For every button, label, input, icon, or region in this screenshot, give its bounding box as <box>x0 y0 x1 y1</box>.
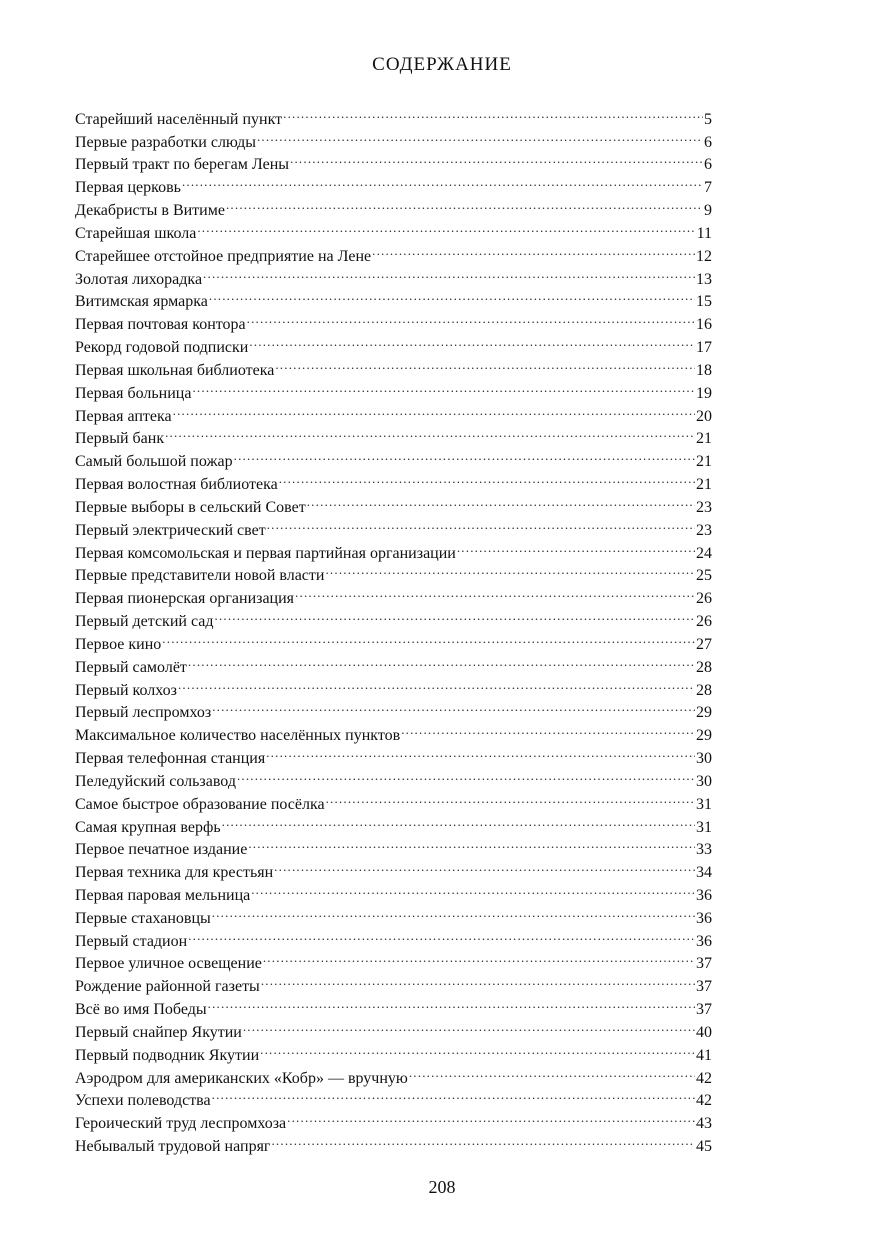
toc-entry <box>75 101 712 128</box>
dot-leader <box>260 1037 695 1060</box>
toc-entry-title: Первые стахановцы <box>75 909 211 927</box>
dot-leader <box>173 398 695 421</box>
toc-entry-title: Старейшая школа <box>75 224 197 242</box>
toc-entry-title: Первая больница <box>75 384 192 402</box>
dot-leader <box>178 672 695 695</box>
toc-entry <box>75 421 712 448</box>
toc-entry-page: 23 <box>696 521 712 539</box>
toc-entry-page: 33 <box>696 841 712 859</box>
dot-leader <box>295 580 695 603</box>
toc-entry-page: 31 <box>696 795 712 813</box>
dot-leader <box>266 740 695 763</box>
dot-leader <box>409 1060 695 1083</box>
dot-leader <box>188 649 695 672</box>
toc-entry-title: Пеледуйский сользавод <box>75 772 236 790</box>
dot-leader <box>263 946 695 969</box>
toc-entry-page: 26 <box>696 590 712 608</box>
toc-entry-title: Первые разработки слюды <box>75 133 256 151</box>
dot-leader <box>274 854 695 877</box>
toc-entry-page: 15 <box>696 293 712 311</box>
dot-leader <box>182 169 703 192</box>
toc-entry-page: 37 <box>696 955 712 973</box>
toc-entry <box>75 626 712 653</box>
toc-entry-title: Первая школьная библиотека <box>75 361 275 379</box>
toc-entry-title: Первая телефонная станция <box>75 750 266 768</box>
toc-entry-page: 9 <box>704 202 712 220</box>
toc-entry-title: Героический труд леспромхоза <box>75 1115 287 1133</box>
toc-entry-title: Старейшее отстойное предприятие на Лене <box>75 247 372 265</box>
page-title: СОДЕРЖАНИЕ <box>372 54 512 75</box>
toc-entry-title: Первый снайпер Якутии <box>75 1023 242 1041</box>
dot-leader <box>212 1083 695 1106</box>
toc-entry-page: 36 <box>696 932 712 950</box>
dot-leader <box>401 717 695 740</box>
toc-entry-page: 30 <box>696 772 712 790</box>
dot-leader <box>212 900 695 923</box>
toc-entry-page: 37 <box>696 978 712 996</box>
dot-leader <box>267 512 695 535</box>
toc-entry-title: Небывалый трудовой напряг <box>75 1138 271 1156</box>
toc-entry-title: Максимальное количество населённых пунктов <box>75 727 401 745</box>
dot-leader <box>243 1014 695 1037</box>
toc-entry-title: Первая аптека <box>75 407 172 425</box>
toc-entry-page: 40 <box>696 1023 712 1041</box>
toc-entry-title: Рекорд годовой подписки <box>75 339 249 357</box>
toc-entry-title: Золотая лихорадка <box>75 270 203 288</box>
toc-entry-page: 17 <box>696 339 712 357</box>
toc-entry-page: 13 <box>696 270 712 288</box>
toc-entry-title: Рождение районной газеты <box>75 978 260 996</box>
toc-entry-page: 43 <box>696 1115 712 1133</box>
toc-entry-page: 45 <box>696 1138 712 1156</box>
toc-entry-page: 24 <box>696 544 712 562</box>
dot-leader <box>188 923 695 946</box>
toc-entry-page: 21 <box>696 453 712 471</box>
toc-entry-title: Успехи полеводства <box>75 1092 211 1110</box>
dot-leader <box>275 352 695 375</box>
dot-leader <box>215 603 696 626</box>
toc-entry-page: 31 <box>696 818 712 836</box>
toc-entry-page: 23 <box>696 498 712 516</box>
toc-entry-title: Первые представители новой власти <box>75 567 325 585</box>
dot-leader <box>257 124 703 147</box>
toc-entry-page: 26 <box>696 613 712 631</box>
dot-leader <box>287 1105 695 1128</box>
toc-entry-title: Первая волостная библиотека <box>75 476 278 494</box>
dot-leader <box>209 284 695 307</box>
dot-leader <box>222 809 695 832</box>
toc-entry-page: 20 <box>696 407 712 425</box>
dot-leader <box>212 695 695 718</box>
toc-entry-page: 12 <box>696 247 712 265</box>
toc-entry-page: 29 <box>696 704 712 722</box>
toc-entry-page: 34 <box>696 864 712 882</box>
toc-entry-page: 28 <box>696 658 712 676</box>
dot-leader <box>325 558 695 581</box>
toc-entry-title: Первый самолёт <box>75 658 187 676</box>
dot-leader <box>226 192 703 215</box>
dot-leader <box>326 786 695 809</box>
toc-entry-title: Первая паровая мельница <box>75 886 251 904</box>
toc-entry-page: 42 <box>696 1069 712 1087</box>
toc-entry-title: Первая техника для крестьян <box>75 864 274 882</box>
dot-leader <box>234 443 695 466</box>
dot-leader <box>165 421 695 444</box>
toc-entry-title: Первый леспромхоз <box>75 704 212 722</box>
toc-entry-title: Самый большой пожар <box>75 453 233 471</box>
dot-leader <box>271 1128 695 1151</box>
toc-entry-page: 7 <box>704 179 712 197</box>
toc-entry-title: Первый электрический свет <box>75 521 266 539</box>
toc-entry <box>75 443 712 471</box>
toc-entry-page: 5 <box>704 110 712 128</box>
dot-leader <box>162 626 695 649</box>
dot-leader <box>279 466 695 489</box>
toc-entry-page: 16 <box>696 316 712 334</box>
toc-entry-page: 37 <box>696 1001 712 1019</box>
toc-entry-title: Первый стадион <box>75 932 188 950</box>
toc-entry-page: 41 <box>696 1046 712 1064</box>
toc-entry-title: Первый тракт по берегам Лены <box>75 156 290 174</box>
toc-entry-page: 42 <box>696 1092 712 1110</box>
toc-entry-title: Старейший населённый пункт <box>75 110 283 128</box>
toc-entry-title: Первая пионерская организация <box>75 590 295 608</box>
dot-leader <box>283 101 703 124</box>
toc-entry-title: Витимская ярмарка <box>75 293 208 311</box>
toc-entry-page: 30 <box>696 750 712 768</box>
toc-entry-page: 6 <box>704 156 712 174</box>
dot-leader <box>192 375 695 398</box>
toc-entry-page: 6 <box>704 133 712 151</box>
dot-leader <box>307 489 695 512</box>
toc-entry-page: 29 <box>696 727 712 745</box>
toc-entry-page: 25 <box>696 567 712 585</box>
dot-leader <box>247 306 695 329</box>
toc-entry-page: 11 <box>696 224 712 242</box>
toc-entry-page: 19 <box>696 384 712 402</box>
dot-leader <box>290 147 703 170</box>
toc-entry-title: Аэродром для американских «Кобр» — вручную <box>75 1069 408 1087</box>
toc-entry-title: Самое быстрое образование посёлка <box>75 795 325 813</box>
toc-entry-title: Первая церковь <box>75 179 181 197</box>
table-of-contents <box>75 101 712 1156</box>
toc-entry-title: Первая почтовая контора <box>75 316 246 334</box>
toc-entry-title: Первые выборы в сельский Совет <box>75 498 306 516</box>
toc-entry-title: Всё во имя Победы <box>75 1001 207 1019</box>
dot-leader <box>203 261 695 284</box>
toc-entry-page: 36 <box>696 886 712 904</box>
dot-leader <box>249 329 695 352</box>
dot-leader <box>457 535 695 558</box>
page-number: 208 <box>428 1177 456 1197</box>
toc-entry-page: 28 <box>696 681 712 699</box>
dot-leader <box>248 832 695 855</box>
toc-entry-title: Первый банк <box>75 430 165 448</box>
dot-leader <box>251 877 695 900</box>
toc-entry-title: Первое уличное освещение <box>75 955 262 973</box>
toc-entry-page: 27 <box>696 635 712 653</box>
toc-entry-title: Первый детский сад <box>75 613 214 631</box>
toc-entry-page: 18 <box>696 361 712 379</box>
toc-entry-page: 21 <box>696 476 712 494</box>
dot-leader <box>208 991 695 1014</box>
toc-entry-page: 36 <box>696 909 712 927</box>
toc-entry-title: Самая крупная верфь <box>75 818 221 836</box>
toc-entry-page: 21 <box>696 430 712 448</box>
toc-entry-title: Декабристы в Витиме <box>75 202 225 220</box>
toc-entry <box>75 649 712 676</box>
toc-entry-title: Первая комсомольская и первая партийная организации <box>75 544 456 562</box>
toc-entry-title: Первый колхоз <box>75 681 177 699</box>
toc-entry-title: Первое печатное издание <box>75 841 248 859</box>
dot-leader <box>372 238 695 261</box>
toc-entry-title: Первое кино <box>75 635 162 653</box>
dot-leader <box>197 215 695 238</box>
dot-leader <box>237 763 695 786</box>
toc-entry-title: Первый подводник Якутии <box>75 1046 260 1064</box>
dot-leader <box>261 968 695 991</box>
